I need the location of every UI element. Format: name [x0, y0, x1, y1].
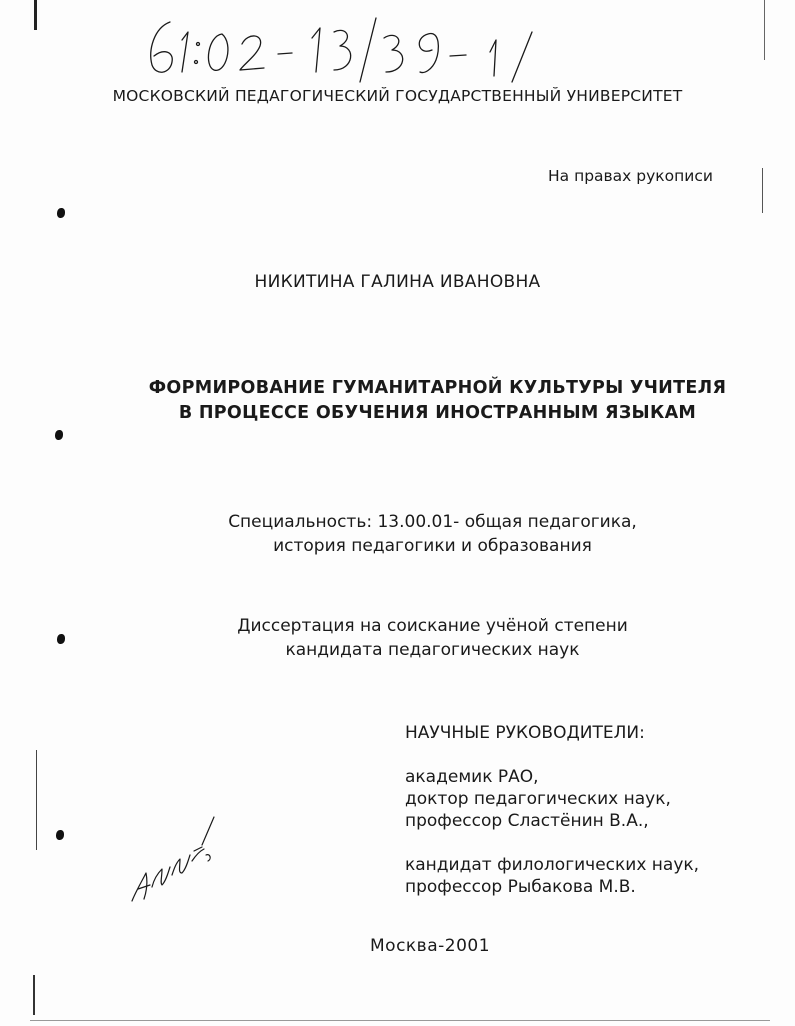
- degree-block: [0, 614, 795, 662]
- handwritten-shelfmark: [140, 10, 560, 85]
- scan-edge-mark: [33, 975, 35, 1015]
- supervisors-block: [405, 722, 699, 920]
- supervisor-line: академик РАО,: [405, 767, 539, 787]
- city-year: Москва-2001: [370, 936, 491, 956]
- specialty-line: Специальность: 13.00.01- общая педагогика,: [228, 512, 637, 532]
- dissertation-title: [0, 376, 795, 426]
- specialty-line: история педагогики и образования: [273, 536, 592, 556]
- title-line: ФОРМИРОВАНИЕ ГУМАНИТАРНОЙ КУЛЬТУРЫ УЧИТЕЛЯ: [148, 378, 727, 398]
- degree-line: кандидата педагогических наук: [285, 640, 580, 660]
- scan-edge-mark: [36, 750, 37, 850]
- handwritten-signature: [128, 815, 228, 910]
- supervisor-line: профессор Сластёнин В.А.,: [405, 811, 649, 831]
- title-line: В ПРОЦЕССЕ ОБУЧЕНИЯ ИНОСТРАННЫМ ЯЗЫКАМ: [178, 403, 697, 423]
- supervisors-heading: НАУЧНЫЕ РУКОВОДИТЕЛИ:: [405, 723, 645, 743]
- binding-hole-icon: [56, 830, 64, 840]
- author-name: НИКИТИНА ГАЛИНА ИВАНОВНА: [254, 272, 541, 292]
- degree-line: Диссертация на соискание учёной степени: [237, 616, 628, 636]
- rights-note: На правах рукописи: [548, 167, 713, 185]
- supervisor-line: кандидат филологических наук,: [405, 855, 700, 875]
- binding-hole-icon: [55, 430, 63, 440]
- scan-edge-mark: [30, 1020, 770, 1021]
- supervisor-second: [405, 854, 699, 898]
- supervisor-first: [405, 766, 699, 832]
- binding-hole-icon: [57, 208, 65, 218]
- scan-edge-mark: [34, 0, 37, 30]
- supervisor-line: профессор Рыбакова М.В.: [405, 877, 636, 897]
- university-name: МОСКОВСКИЙ ПЕДАГОГИЧЕСКИЙ ГОСУДАРСТВЕННЫЙ УНИВЕРСИТЕТ: [112, 87, 683, 105]
- specialty-block: [0, 510, 795, 558]
- supervisor-line: доктор педагогических наук,: [405, 789, 671, 809]
- scan-edge-mark: [764, 0, 765, 60]
- scan-edge-mark: [762, 168, 763, 213]
